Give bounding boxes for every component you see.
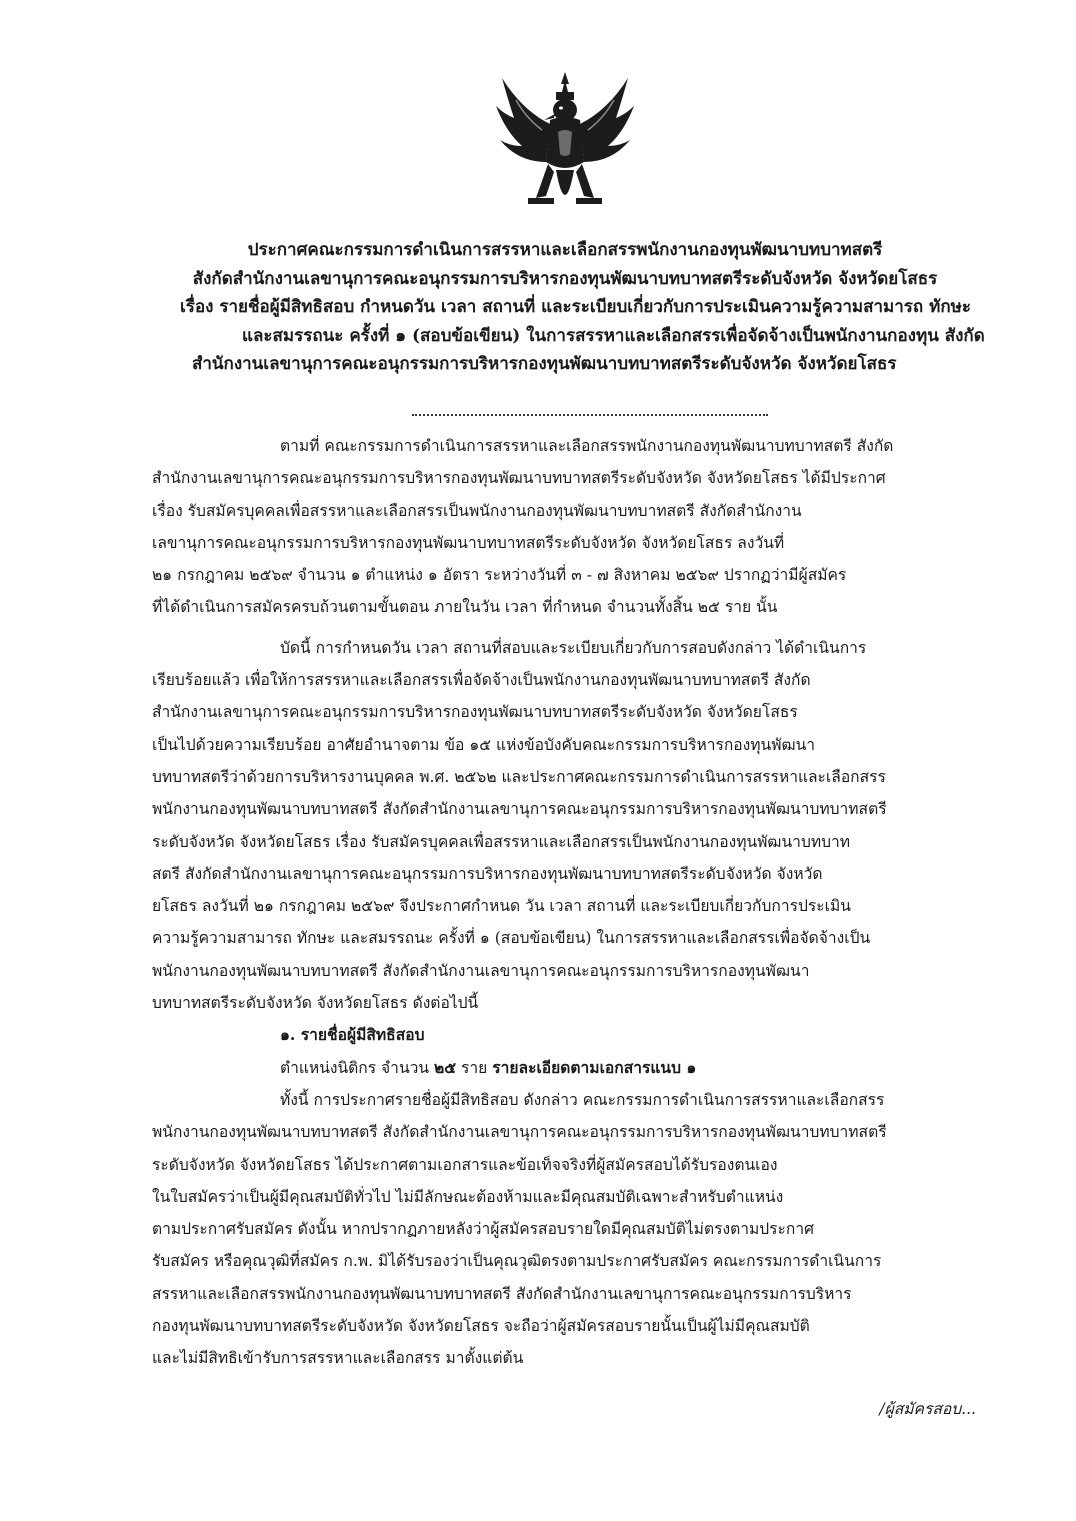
paragraph-line: พนักงานกองทุนพัฒนาบทบาทสตรี สังกัดสำนักงานเลขานุการคณะอนุกรรมการบริหารกองทุนพัฒนาบทบาทสตรี [152,800,887,819]
paragraph-line: และไม่มีสิทธิเข้ารับการสรรหาและเลือกสรร มาตั้งแต่ต้น [152,1349,524,1368]
paragraph-line: สรรหาและเลือกสรรพนักงานกองทุนพัฒนาบทบาทสตรี สังกัดสำนักงานเลขานุการคณะอนุกรรมการบริหาร [152,1284,852,1303]
paragraph-line: พนักงานกองทุนพัฒนาบทบาทสตรี สังกัดสำนักงานเลขานุการคณะอนุกรรมการบริหารกองทุนพัฒนาบทบาทสตรี [152,1123,887,1142]
paragraph-line: เลขานุการคณะอนุกรรมการบริหารกองทุนพัฒนาบทบาทสตรีระดับจังหวัด จังหวัดยโสธร ลงวันที่ [152,533,785,552]
attachment-reference: รายละเอียดตามเอกสารแนบ ๑ [492,1057,697,1077]
garuda-emblem-icon [492,70,638,220]
announcement-body [152,430,980,1375]
paragraph-line: สำนักงานเลขานุการคณะอนุกรรมการบริหารกองทุนพัฒนาบทบาทสตรีระดับจังหวัด จังหวัดยโสธร ได้มีประกาศ [152,469,886,488]
title-line-5: สำนักงานเลขานุการคณะอนุกรรมการบริหารกองทุนพัฒนาบทบาทสตรีระดับจังหวัด จังหวัดยโสธร [192,354,897,374]
paragraph-1 [152,430,980,624]
paragraph-line: เรียบร้อยแล้ว เพื่อให้การสรรหาและเลือกสรรเพื่อจัดจ้างเป็นพนักงานกองทุนพัฒนาบทบาทสตรี สังกัด [152,671,811,690]
paragraph-line: เป็นไปด้วยความเรียบร้อย อาศัยอำนาจตาม ข้อ ๑๕ แห่งข้อบังคับคณะกรรมการบริหารกองทุนพัฒนา [152,735,815,754]
paragraph-line: ยโสธร ลงวันที่ ๒๑ กรกฎาคม ๒๕๖๙ จึงประกาศกำหนด วัน เวลา สถานที่ และระเบียบเกี่ยวกับการประเมิน [152,897,851,916]
title-divider [412,414,768,416]
paragraph-2 [152,632,980,1020]
paragraph-line: ในใบสมัครว่าเป็นผู้มีคุณสมบัติทั่วไป ไม่มีลักษณะต้องห้ามและมีคุณสมบัติเฉพาะสำหรับตำแหน่ง [152,1187,784,1206]
paragraph-line: ๒๑ กรกฎาคม ๒๕๖๙ จำนวน ๑ ตำแหน่ง ๑ อัตรา ระหว่างวันที่ ๓ - ๗ สิงหาคม ๒๕๖๙ ปรากฏว่ามีผู้สมัคร [152,566,847,585]
paragraph-line: บทบาทสตรีว่าด้วยการบริหารงานบุคคล พ.ศ. ๒๕๖๒ และประกาศคณะกรรมการดำเนินการสรรหาและเลือกสรร [152,767,886,786]
paragraph-line: ตามที่ คณะกรรมการดำเนินการสรรหาและเลือกสรรพนักงานกองทุนพัฒนาบทบาทสตรี สังกัด [280,437,894,455]
count-unit: ราย [456,1058,493,1077]
paragraph-line: กองทุนพัฒนาบทบาทสตรีระดับจังหวัด จังหวัดยโสธร จะถือว่าผู้สมัครสอบรายนั้นเป็นผู้ไม่มีคุณสมบัติ [152,1317,810,1336]
candidate-count: ๒๕ [433,1057,457,1077]
paragraph-line: บัดนี้ การกำหนดวัน เวลา สถานที่สอบและระเบียบเกี่ยวกับการสอบดังกล่าว ได้ดำเนินการ [280,638,867,657]
position-text: ตำแหน่งนิติกร จำนวน [280,1058,434,1077]
paragraph-line: ความรู้ความสามารถ ทักษะ และสมรรถนะ ครั้งที่ ๑ (สอบข้อเขียน) ในการสรรหาและเลือกสรรเพื่อจัดจ้างเป็น [152,929,871,948]
paragraph-line: พนักงานกองทุนพัฒนาบทบาทสตรี สังกัดสำนักงานเลขานุการคณะอนุกรรมการบริหารกองทุนพัฒนา [152,961,810,980]
title-line-4: และสมรรถนะ ครั้งที่ ๑ (สอบข้อเขียน) ในการสรรหาและเลือกสรรเพื่อจัดจ้างเป็นพนักงานกองทุน สังกัด [242,325,985,346]
paragraph-line: ระดับจังหวัด จังหวัดยโสธร เรื่อง รับสมัครบุคคลเพื่อสรรหาและเลือกสรรเป็นพนักงานกองทุนพัฒนาบทบาท [152,832,851,851]
title-line-2: สังกัดสำนักงานเลขานุการคณะอนุกรรมการบริหารกองทุนพัฒนาบทบาทสตรีระดับจังหวัด จังหวัดยโสธร [192,268,938,289]
title-subject-line: เรื่อง รายชื่อผู้มีสิทธิสอบ กำหนดวัน เวลา สถานที่ และระเบียบเกี่ยวกับการประเมินความรู้ความสามารถ ทักษะ [180,297,971,317]
paragraph-3 [152,1084,980,1375]
paragraph-line: ตามประกาศรับสมัคร ดังนั้น หากปรากฏภายหลังว่าผู้สมัครสอบรายใดมีคุณสมบัติไม่ตรงตามประกาศ [152,1220,814,1239]
paragraph-line: เรื่อง รับสมัครบุคคลเพื่อสรรหาและเลือกสรรเป็นพนักงานกองทุนพัฒนาบทบาทสตรี สังกัดสำนักงาน [152,501,802,520]
section-1-heading: ๑. รายชื่อผู้มีสิทธิสอบ [280,1025,425,1045]
paragraph-line: ทั้งนี้ การประกาศรายชื่อผู้มีสิทธิสอบ ดังกล่าว คณะกรรมการดำเนินการสรรหาและเลือกสรร [280,1090,885,1109]
continued-marker: /ผู้สมัครสอบ... [879,1400,976,1418]
announcement-title [150,236,985,379]
title-line-1: ประกาศคณะกรรมการดำเนินการสรรหาและเลือกสรรพนักงานกองทุนพัฒนาบทบาทสตรี [247,240,883,260]
paragraph-line: สตรี สังกัดสำนักงานเลขานุการคณะอนุกรรมการบริหารกองทุนพัฒนาบทบาทสตรีระดับจังหวัด จังหวัด [152,864,823,883]
paragraph-line: ระดับจังหวัด จังหวัดยโสธร ได้ประกาศตามเอกสารและข้อเท็จจริงที่ผู้สมัครสอบได้รับรองตนเอง [152,1155,778,1174]
paragraph-line: สำนักงานเลขานุการคณะอนุกรรมการบริหารกองทุนพัฒนาบทบาทสตรีระดับจังหวัด จังหวัดยโสธร [152,703,798,722]
paragraph-line: ที่ได้ดำเนินการสมัครครบถ้วนตามขั้นตอน ภายในวัน เวลา ที่กำหนด จำนวนทั้งสิ้น ๒๕ ราย นั้น [152,598,778,617]
paragraph-line: รับสมัคร หรือคุณวุฒิที่สมัคร ก.พ. มิได้รับรองว่าเป็นคุณวุฒิตรงตามประกาศรับสมัคร คณะกรรมการดำเนินการ [152,1252,882,1271]
paragraph-line: บทบาทสตรีระดับจังหวัด จังหวัดยโสธร ดังต่อไปนี้ [152,994,479,1013]
section-1-position-line [152,1052,980,1084]
